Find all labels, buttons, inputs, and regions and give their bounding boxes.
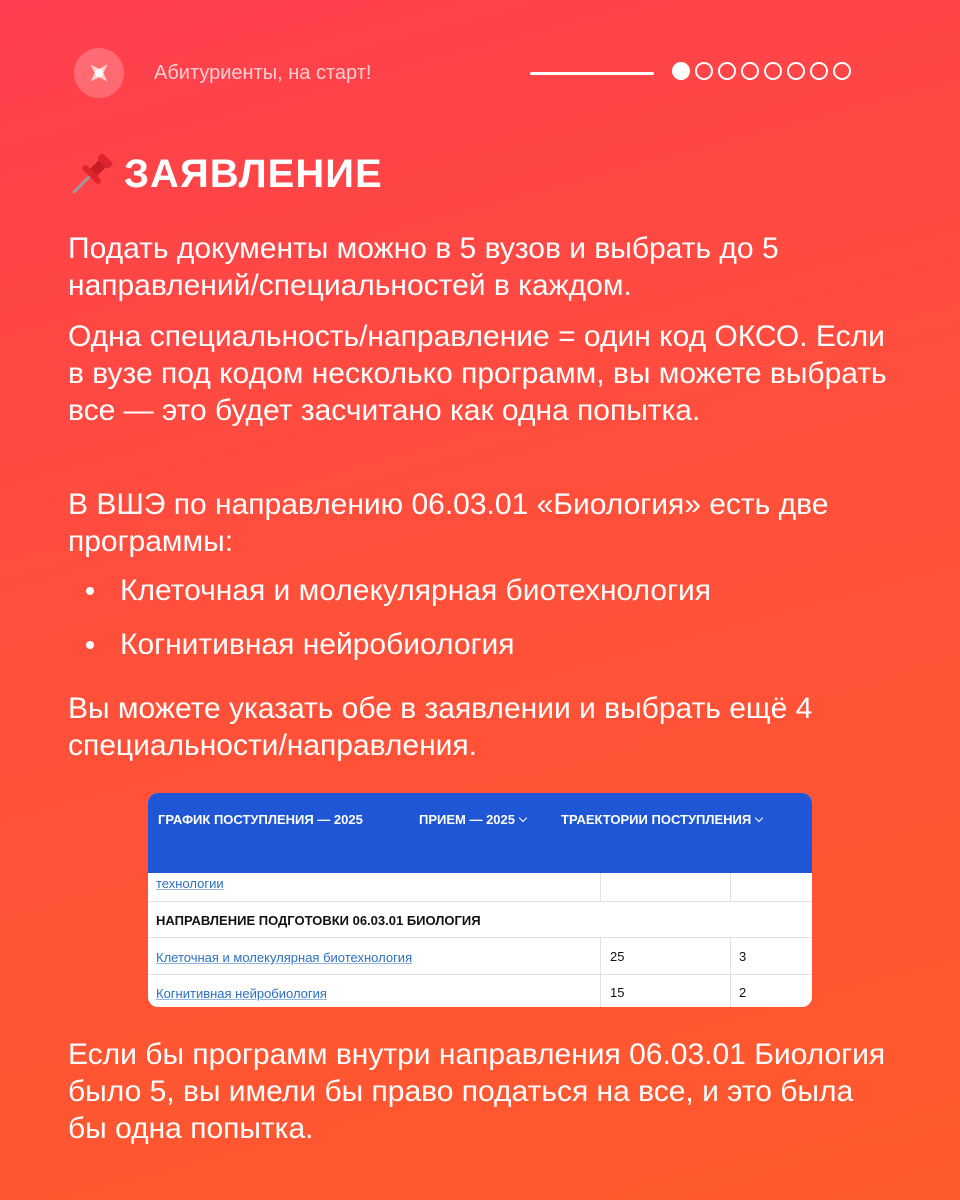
paragraph-okso: Одна специальность/направление = один код ОКСО. Если в вузе под кодом несколько программ, вы можете выбрать все — это будет засчитано как одна попытка. <box>68 320 887 427</box>
paragraph-conclusion: Если бы программ внутри направления 06.03.01 Биология было 5, вы имели бы право податься на все, и это была бы одна попытка. <box>68 1038 886 1145</box>
program-link[interactable]: Когнитивная нейробиология <box>156 986 327 1001</box>
table-row <box>148 938 812 975</box>
pushpin-icon <box>68 150 116 198</box>
pagination-dot[interactable] <box>810 62 828 80</box>
section-title: НАПРАВЛЕНИЕ ПОДГОТОВКИ 06.03.01 БИОЛОГИЯ <box>156 913 481 928</box>
program-link[interactable]: технологии <box>156 876 224 891</box>
table-cell: 15 <box>610 985 625 1000</box>
list-item <box>86 572 711 609</box>
site-nav-bar <box>148 793 812 873</box>
list-item <box>86 626 711 663</box>
pagination-dot[interactable] <box>695 62 713 80</box>
paragraph-limits: Подать документы можно в 5 вузов и выбрать до 5 направлений/специальностей в каждом. <box>68 232 779 302</box>
table-cell: 2 <box>739 985 747 1000</box>
nav-item-trajectories[interactable] <box>561 812 762 827</box>
progress-line <box>530 72 654 75</box>
table-section-header <box>148 902 812 938</box>
page-heading <box>68 150 383 198</box>
embedded-website-screenshot <box>148 793 812 1007</box>
list-item-text: Когнитивная нейробиология <box>120 628 515 661</box>
program-link[interactable]: Клеточная и молекулярная биотехнология <box>156 950 413 965</box>
pagination-dot[interactable] <box>718 62 736 80</box>
pagination-dot[interactable] <box>741 62 759 80</box>
pagination-dots <box>672 62 851 80</box>
paragraph-hse-example: В ВШЭ по направлению 06.03.01 «Биология» есть две программы: <box>68 488 829 558</box>
nav-item-label: ПРИЕМ — 2025 <box>419 812 516 827</box>
table-cell: 25 <box>610 949 625 964</box>
chevron-down-icon <box>519 813 527 821</box>
chevron-down-icon <box>755 813 763 821</box>
pagination-dot[interactable] <box>672 62 690 80</box>
heading-text: ЗАЯВЛЕНИЕ <box>124 151 383 196</box>
header-title: Абитуриенты, на старт! <box>154 62 372 84</box>
paragraph-both-programs: Вы можете указать обе в заявлении и выбрать ещё 4 специальности/направления. <box>68 692 813 762</box>
bullet-icon <box>86 641 94 649</box>
nav-item-schedule[interactable] <box>158 812 363 827</box>
list-item-text: Клеточная и молекулярная биотехнология <box>120 574 712 607</box>
program-list <box>86 572 711 680</box>
bullet-icon <box>86 587 94 595</box>
table-row <box>148 873 812 902</box>
nav-item-label: ГРАФИК ПОСТУПЛЕНИЯ — 2025 <box>158 812 363 827</box>
pagination-dot[interactable] <box>787 62 805 80</box>
table-row <box>148 975 812 1007</box>
table-cell: 3 <box>739 949 747 964</box>
compass-star-icon <box>74 48 124 98</box>
nav-item-admission[interactable] <box>419 812 526 827</box>
pagination-dot[interactable] <box>764 62 782 80</box>
nav-item-label: ТРАЕКТОРИИ ПОСТУПЛЕНИЯ <box>561 812 752 827</box>
header <box>74 48 894 100</box>
pagination-dot[interactable] <box>833 62 851 80</box>
